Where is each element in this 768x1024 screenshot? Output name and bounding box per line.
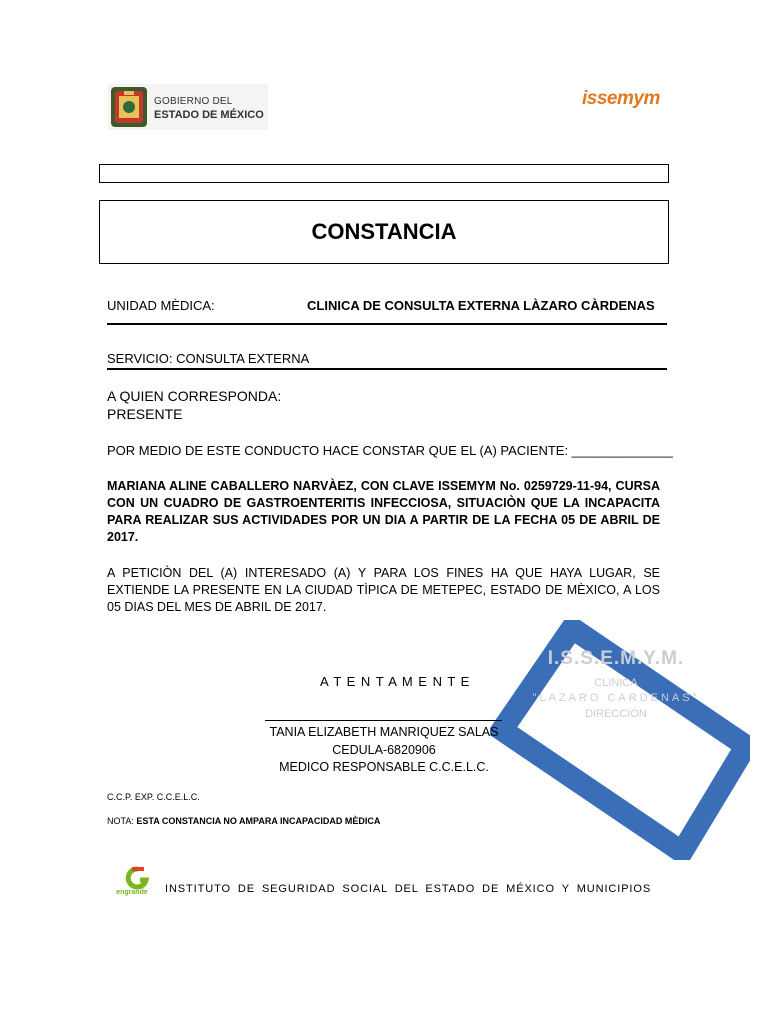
stamp-line1: I.S.S.E.M.Y.M.	[547, 648, 685, 669]
stamp-line3: "LAZARO CARDENAS"	[532, 692, 700, 704]
unidad-label: UNIDAD MÈDICA:	[107, 298, 215, 313]
document-title: CONSTANCIA	[311, 219, 457, 244]
unidad-value: CLINICA DE CONSULTA EXTERNA LÀZARO CÀRDENAS	[307, 298, 655, 313]
nota-label: NOTA:	[107, 816, 134, 826]
signature-name: TANIA ELIZABETH MANRIQUEZ SALAS	[269, 725, 499, 739]
coat-of-arms-icon	[110, 86, 148, 128]
intro-text: POR MEDIO DE ESTE CONDUCTO HACE CONSTAR QUE EL (A) PACIENTE: ______________	[107, 443, 673, 458]
nota-line	[107, 816, 380, 826]
salutation-line1: A QUIEN CORRESPONDA:	[107, 388, 282, 404]
empty-header-box	[99, 164, 669, 183]
nota-text: ESTA CONSTANCIA NO AMPARA INCAPACIDAD MÈDICA	[136, 816, 381, 826]
ccp-text: C.C.P. EXP. C.C.E.L.C.	[107, 792, 200, 802]
servicio-underline	[107, 368, 667, 370]
patient-paragraph: MARIANA ALINE CABALLERO NARVÀEZ, CON CLAVE ISSEMYM No. 0259729-11-94, CURSA CON UN CUADRO DE GASTROENTERITIS INFECCIOSA, SITUACIÒN QUE LA INCAPACITA PARA REALIZAR SUS ACTIVIDADES POR UN DIA A PARTIR DE LA FECHA 05 DE ABRIL DE 2017.	[107, 479, 660, 544]
gov-logo-line2: ESTADO DE MÉXICO	[154, 109, 264, 121]
salutation-line2: PRESENTE	[107, 406, 183, 422]
engrande-logo-text: engrande	[116, 889, 148, 896]
servicio-text: SERVICIO: CONSULTA EXTERNA	[107, 351, 310, 366]
unidad-underline	[107, 323, 667, 325]
title-box	[99, 200, 669, 264]
signature-line	[265, 720, 502, 721]
gov-logo-line1: GOBIERNO DEL	[154, 96, 233, 107]
request-paragraph: A PETICIÒN DEL (A) INTERESADO (A) Y PARA LOS FINES HA QUE HAYA LUGAR, SE EXTIENDE LA PRESENTE EN LA CIUDAD TÌPICA DE METEPEC, ESTADO DE MÈXICO, A LOS 05 DIAS DEL MES DE ABRIL DE 2017.	[107, 566, 660, 614]
footer-institute-text: INSTITUTO DE SEGURIDAD SOCIAL DEL ESTADO DE MÉXICO Y MUNICIPIOS	[165, 883, 652, 895]
closing-text: A T E N T A M E N T E	[320, 674, 471, 689]
stamp-line4: DIRECCIÓN	[585, 708, 647, 720]
signature-cedula: CEDULA-6820906	[332, 743, 436, 757]
signature-role: MEDICO RESPONSABLE C.C.E.L.C.	[279, 760, 489, 774]
engrande-logo-icon	[108, 866, 156, 896]
stamp-line2: CLINICA	[594, 677, 638, 689]
gobierno-estado-mexico-logo	[108, 84, 268, 130]
issemym-logo: issemym	[582, 88, 660, 109]
